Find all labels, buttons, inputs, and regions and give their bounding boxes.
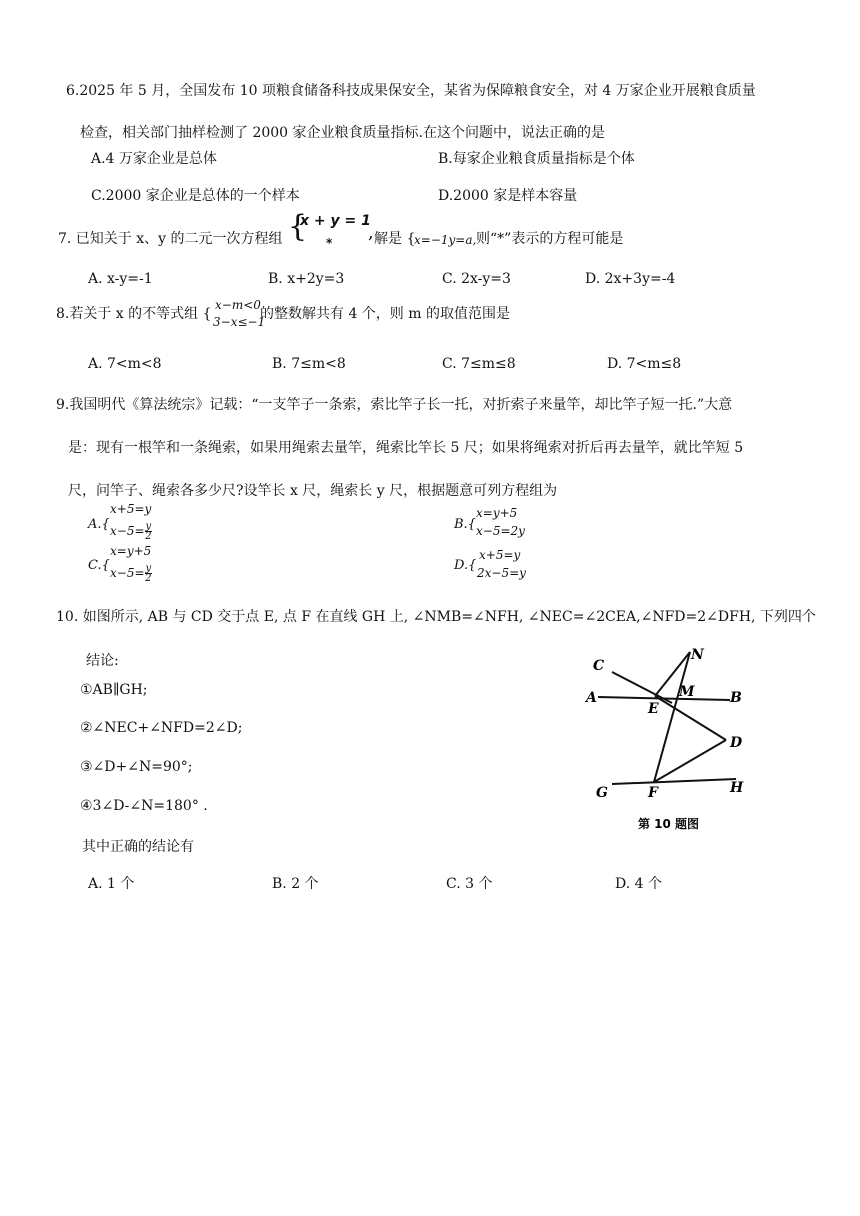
q10-option-c: C. 3 个	[446, 876, 493, 892]
q6-option-d: D.2000 家是样本容量	[438, 188, 578, 204]
q8-stem-suffix: 的整数解共有 4 个，则 m 的取值范围是	[260, 306, 510, 322]
q10-option-d: D. 4 个	[615, 876, 662, 892]
q9-option-a-bottom	[110, 522, 152, 541]
q9-option-a-fraction	[145, 522, 153, 541]
q10-question: 其中正确的结论有	[82, 839, 194, 855]
label-g: G	[596, 785, 608, 801]
q9-option-b-bottom: x−5=2y	[476, 524, 525, 538]
q8-option-b: B. 7≤m<8	[272, 356, 346, 372]
q9-option-d-bottom: 2x−5=y	[477, 566, 526, 580]
line-nf	[654, 652, 690, 782]
label-a: A	[586, 690, 597, 706]
q8-option-d: D. 7<m≤8	[607, 356, 682, 372]
q10-stem-continued: 结论:	[86, 653, 119, 669]
q7-stem-suffix: 则“*”表示的方程可能是	[476, 231, 624, 247]
q7-option-a: A. x-y=-1	[88, 271, 153, 287]
q7-option-b: B. x+2y=3	[268, 271, 345, 287]
q9-stem-line1: 9.我国明代《算法统宗》记载：“一支竿子一条索，索比竿子长一托，对折索子来量竿，却比竿子短一托.”大意	[56, 397, 733, 413]
q10-stem: 10. 如图所示, AB 与 CD 交于点 E, 点 F 在直线 GH 上, ∠NMB=∠NFH, ∠NEC=∠2CEA,∠NFD=2∠DFH, 下列四个	[56, 609, 816, 625]
q10-conclusion-2: ②∠NEC+∠NFD=2∠D;	[80, 720, 243, 736]
q7-stem-mid: 解是 {	[374, 231, 416, 247]
q9-option-c-bottom-text: x−5=	[110, 566, 145, 580]
q9-option-c-bottom	[110, 564, 152, 583]
label-h: H	[730, 780, 744, 796]
fraction-denominator: 2	[145, 531, 152, 542]
q7-option-c: C. 2x-y=3	[442, 271, 511, 287]
q8-option-c: C. 7≤m≤8	[442, 356, 516, 372]
q9-option-d-label: D.{	[454, 558, 477, 573]
label-e: E	[648, 701, 659, 717]
q9-option-a-top: x+5=y	[110, 502, 152, 516]
q7-comma: ,	[368, 222, 374, 243]
q10-conclusion-3: ③∠D+∠N=90°;	[80, 759, 193, 775]
label-n: N	[691, 647, 704, 663]
q10-geometry-figure	[580, 640, 760, 840]
q9-option-a-bottom-text: x−5=	[110, 524, 145, 538]
q9-option-c-top: x=y+5	[110, 544, 152, 558]
q8-inequality-top: x−m<0	[215, 298, 261, 312]
q7-stem-prefix: 7. 已知关于 x、y 的二元一次方程组	[58, 231, 283, 247]
label-b: B	[730, 690, 742, 706]
fraction-denominator: 2	[145, 573, 152, 584]
figure-caption: 第 10 题图	[638, 817, 700, 831]
q8-inequality-bottom: 3−x≤−1	[213, 315, 266, 329]
q7-solution: x=−1y=a,	[414, 233, 477, 247]
q6-option-a: A.4 万家企业是总体	[91, 151, 217, 167]
q6-stem-line2: 检查，相关部门抽样检测了 2000 家企业粮食质量指标.在这个问题中，说法正确的是	[80, 125, 605, 141]
q10-conclusion-1: ①AB∥GH;	[80, 682, 148, 698]
fraction-numerator: y	[145, 521, 152, 532]
q10-option-a: A. 1 个	[88, 876, 135, 892]
q6-option-c: C.2000 家企业是总体的一个样本	[91, 188, 300, 204]
q8-option-a: A. 7<m<8	[88, 356, 162, 372]
q7-system-brace: {	[288, 209, 308, 244]
q6-stem-line1: 6.2025 年 5 月，全国发布 10 项粮食储备科技成果保安全，某省为保障粮食安全，对 4 万家企业开展粮食质量	[66, 83, 756, 99]
q9-option-b-label: B.{	[454, 517, 476, 532]
fraction-numerator: y	[145, 563, 152, 574]
label-m: M	[679, 684, 695, 700]
q9-stem-line2: 是：现有一根竿和一条绳索，如果用绳索去量竿，绳索比竿长 5 尺；如果将绳索对折后再去量竿，就比竿短 5	[68, 440, 744, 456]
q9-option-d-top: x+5=y	[479, 548, 521, 562]
q10-conclusion-4: ④3∠D-∠N=180° .	[80, 798, 208, 814]
q9-option-c-fraction	[145, 564, 153, 583]
q9-option-b-top: x=y+5	[476, 506, 518, 520]
q9-stem-line3: 尺，问竿子、绳索各多少尺?设竿长 x 尺，绳索长 y 尺，根据题意可列方程组为	[68, 483, 558, 499]
q8-stem-prefix: 8.若关于 x 的不等式组 {	[56, 306, 212, 322]
q7-equation-unknown: *	[326, 236, 333, 250]
q9-option-c-label: C.{	[88, 558, 110, 573]
q7-option-d: D. 2x+3y=-4	[585, 271, 676, 287]
q7-equation-top: x + y = 1	[300, 213, 371, 229]
q6-option-b: B.每家企业粮食质量指标是个体	[438, 151, 635, 167]
label-f: F	[648, 785, 658, 801]
line-gh	[612, 779, 736, 784]
q9-option-a-label: A.{	[88, 517, 110, 532]
line-ed	[655, 696, 726, 740]
label-d: D	[730, 735, 743, 751]
label-c: C	[593, 658, 605, 674]
q10-option-b: B. 2 个	[272, 876, 319, 892]
